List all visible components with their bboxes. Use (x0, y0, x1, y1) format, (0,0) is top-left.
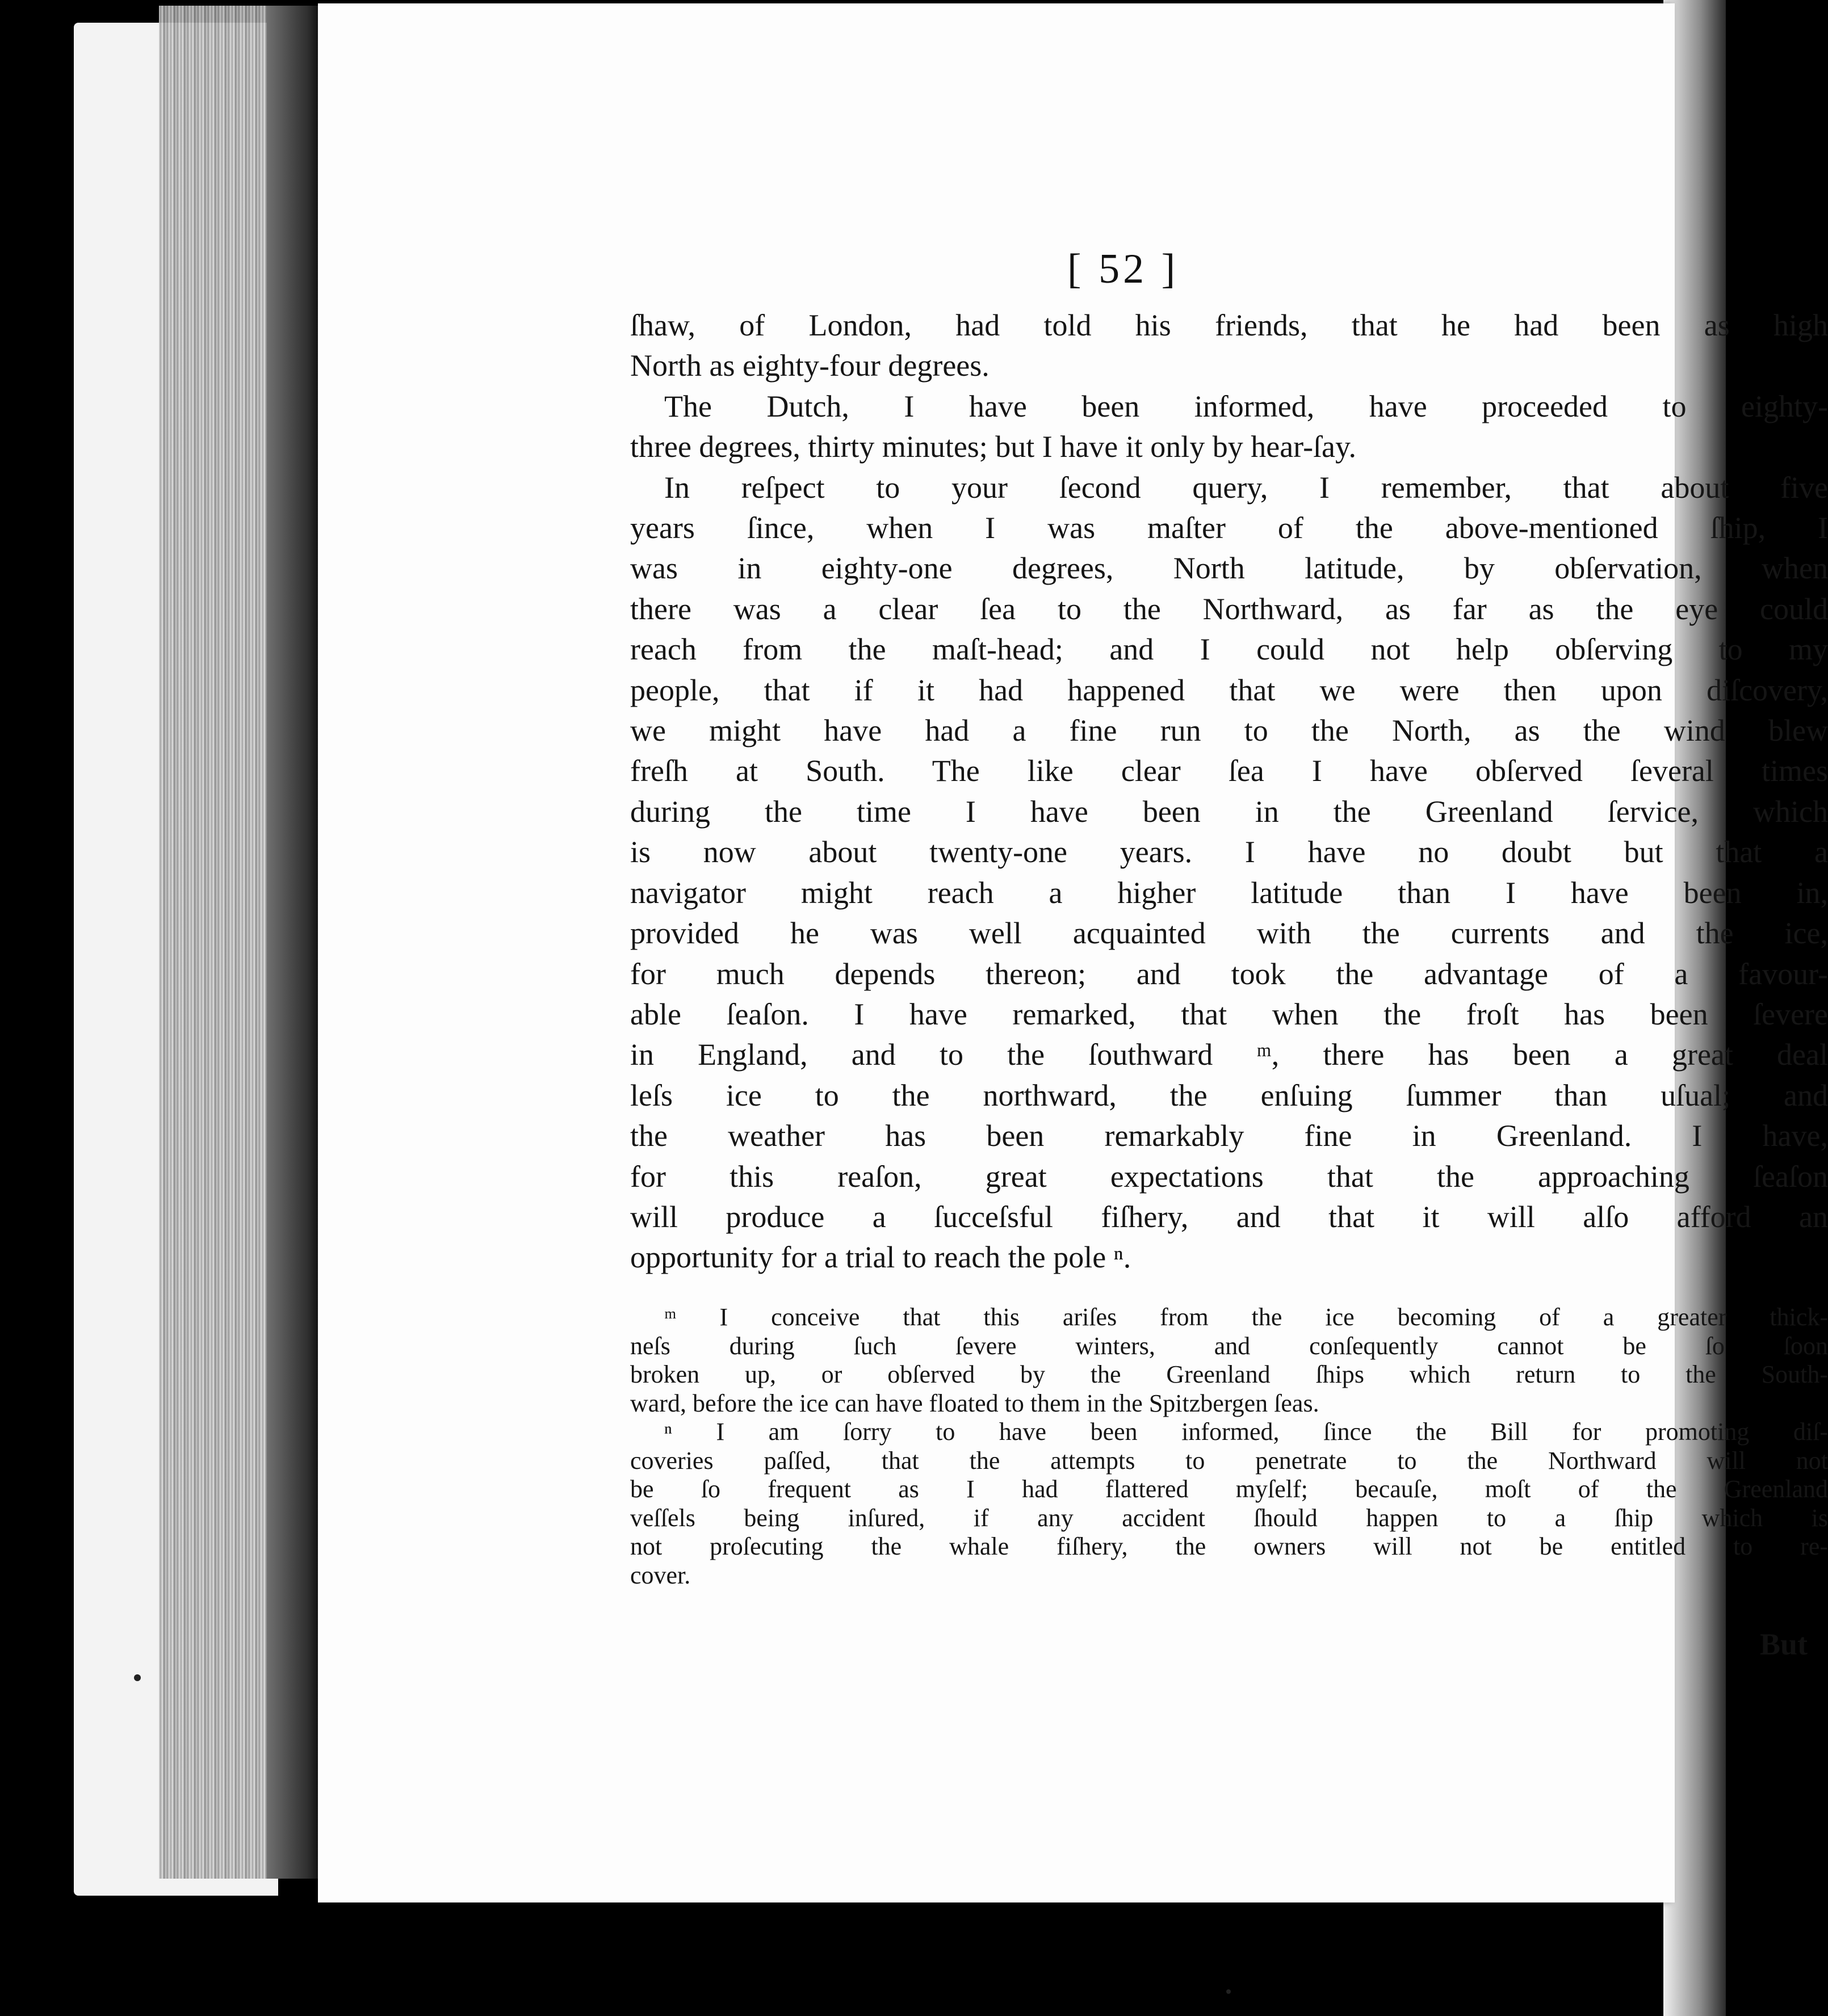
footnote-line: veſſels being inſured, if any accident ſhould happen to a ſhip which is (630, 1503, 1828, 1532)
text-line: three degrees, thirty minutes; but I have it only by hear-ſay. (630, 430, 1357, 464)
text-line: there was a clear ſea to the Northward, as far as the eye could (630, 591, 1828, 626)
text-line: in England, and to the ſouthward ᵐ, there has been a great deal (630, 1038, 1828, 1072)
scan-speck (134, 1674, 141, 1681)
text-line: provided he was well acquainted with the currents and the ice, (630, 916, 1828, 951)
text-line: ſhaw, of London, had told his friends, that he had been as high (630, 308, 1828, 342)
footnote-line: coveries paſſed, that the attempts to penetrate to the Northward will not (630, 1446, 1828, 1475)
text-line: is now about twenty-one years. I have no doubt but that a (630, 835, 1828, 870)
footnote-line: be ſo frequent as I had flattered myſelf; becauſe, moſt of the Greenland (630, 1475, 1828, 1503)
text-line: the weather has been remarkably fine in Greenland. I have, (630, 1119, 1828, 1153)
footnote-line: ᵐ I conceive that this ariſes from the ice becoming of a greater thick- (664, 1303, 1828, 1331)
text-line: leſs ice to the northward, the enſuing ſummer than uſual; and (630, 1078, 1828, 1112)
text-line: years ſince, when I was maſter of the above-mentioned ſhip, I (630, 511, 1828, 545)
text-line: people, that if it had happened that we were then upon diſcovery, (630, 673, 1828, 707)
body-text (630, 305, 1828, 1278)
footnote-line: neſs during ſuch ſevere winters, and conſequently cannot be ſo ſoon (630, 1332, 1828, 1360)
text-line: we might have had a fine run to the North, as the wind blew (630, 713, 1828, 748)
text-line: opportunity for a trial to reach the pole ⁿ. (630, 1240, 1131, 1275)
text-line: The Dutch, I have been informed, have proceeded to eighty- (664, 389, 1828, 423)
text-line: freſh at South. The like clear ſea I have obſerved ſeveral times (630, 754, 1828, 788)
text-line: will produce a ſucceſsful fiſhery, and that it will alſo afford an (630, 1199, 1828, 1234)
text-line: for this reaſon, great expectations that the approaching ſeaſon (630, 1159, 1828, 1194)
page-number: [ 52 ] (1067, 246, 1179, 292)
footnote-line: ward, before the ice can have floated to them in the Spitzbergen ſeas. (630, 1389, 1319, 1417)
text-line: during the time I have been in the Greenland ſervice, which (630, 794, 1828, 829)
text-line: navigator might reach a higher latitude than I have been in, (630, 875, 1828, 910)
footnotes (630, 1303, 1828, 1590)
text-line: was in eighty-one degrees, North latitude, by obſervation, when (630, 551, 1828, 586)
footnote-line: cover. (630, 1561, 691, 1589)
text-line: North as eighty-four degrees. (630, 348, 990, 383)
footnote-line: ⁿ I am ſorry to have been informed, ſince the Bill for promoting diſ- (664, 1418, 1828, 1446)
text-line: able ſeaſon. I have remarked, that when the froſt has been ſevere (630, 997, 1828, 1031)
text-line: reach from the maſt-head; and I could not help obſerving to my (630, 632, 1828, 667)
book-page (318, 3, 1828, 1902)
catchword: But (1760, 1627, 1808, 1661)
text-line: In reſpect to your ſecond query, I remember, that about five (664, 470, 1828, 505)
scan-speck (1226, 1989, 1231, 1994)
footnote-line: not proſecuting the whale fiſhery, the owners will not be entitled to re- (630, 1532, 1828, 1560)
text-line: for much depends thereon; and took the advantage of a favour- (630, 956, 1828, 991)
footnote-line: broken up, or obſerved by the Greenland ſhips which return to the South- (630, 1360, 1828, 1388)
